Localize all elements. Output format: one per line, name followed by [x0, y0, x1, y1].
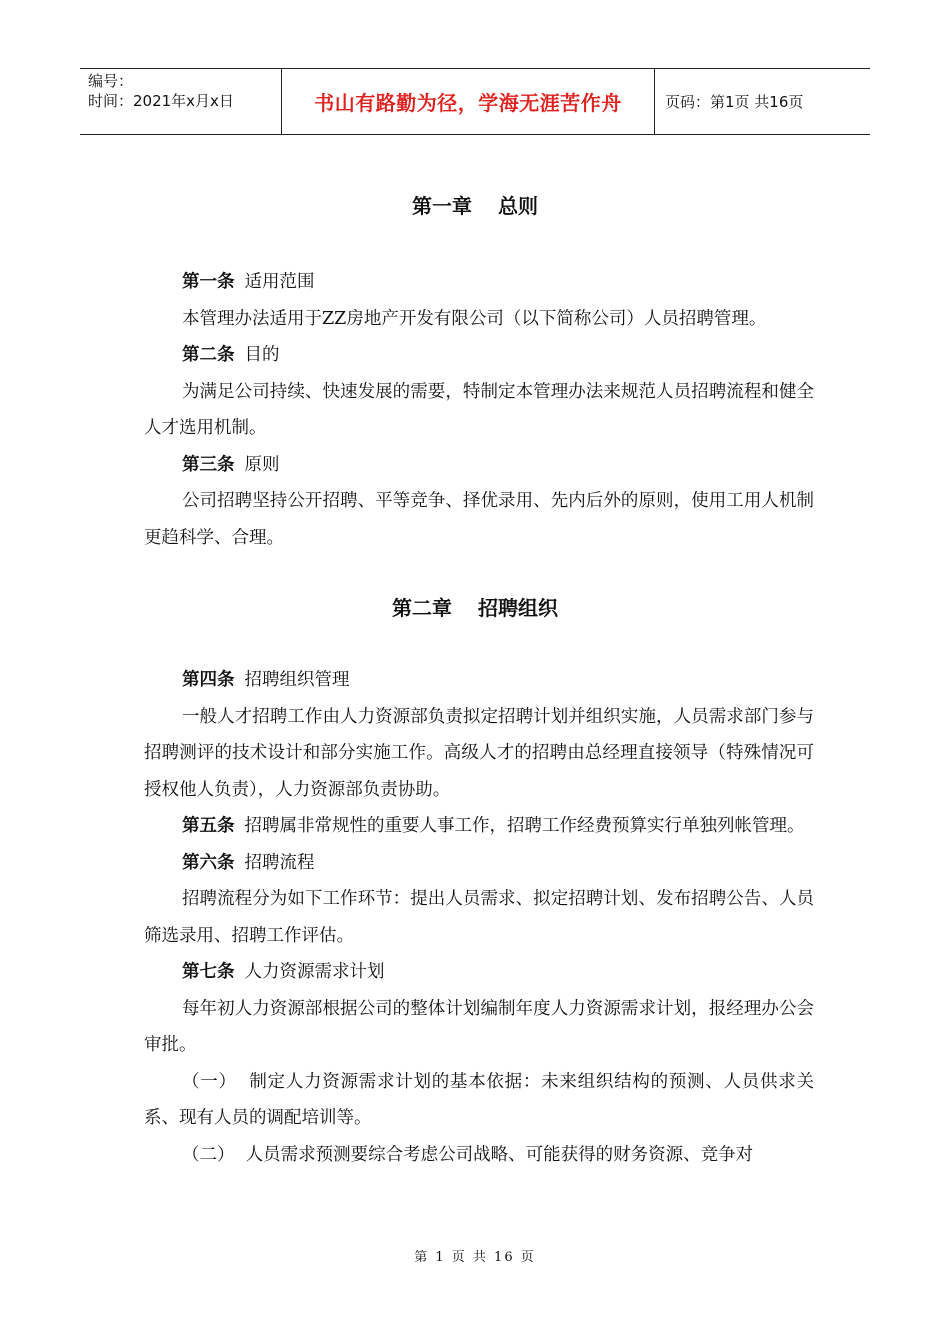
article-3-text: 公司招聘坚持公开招聘、平等竞争、择优录用、先内后外的原则，使用工用人机制更趋科学、合理。 — [144, 491, 814, 548]
article-7-text: 每年初人力资源部根据公司的整体计划编制年度人力资源需求计划，报经理办公会审批。 — [144, 998, 814, 1055]
article-2-name: 目的 — [244, 345, 280, 365]
article-3-name: 原则 — [244, 454, 280, 475]
article-6-heading — [144, 845, 814, 882]
header-motto-cell — [282, 69, 655, 134]
chapter-1-title — [0, 190, 950, 219]
chapter-1-number: 第一章 — [412, 194, 472, 218]
article-4-text: 一般人才招聘工作由人力资源部负责拟定招聘计划并组织实施，人员需求部门参与招聘测评的技术设计和部分实施工作。高级人才的招聘由总经理直接领导（特殊情况可授权他人负责），人力资源部负责协助。 — [144, 706, 814, 800]
page-footer: 第 1 页 共 16 页 — [414, 1250, 536, 1265]
article-4-heading — [144, 662, 814, 699]
chapter-2-number: 第二章 — [392, 596, 452, 620]
article-5 — [144, 808, 814, 845]
article-4-name: 招聘组织管理 — [244, 670, 350, 690]
article-2-title: 第二条 — [182, 345, 235, 365]
article-5-title: 第五条 — [182, 816, 235, 836]
chapter-2-title — [0, 592, 950, 621]
article-5-text: 招聘属非常规性的重要人事工作，招聘工作经费预算实行单独列帐管理。 — [244, 816, 805, 836]
chapter-2-name: 招聘组织 — [478, 596, 558, 620]
header-table — [80, 68, 870, 135]
article-7-item-2: （二） 人员需求预测要综合考虑公司战略、可能获得的财务资源、竞争对 — [182, 1144, 754, 1165]
article-7-name: 人力资源需求计划 — [244, 962, 385, 982]
article-7-title: 第七条 — [182, 962, 235, 982]
article-7-heading — [144, 954, 814, 991]
article-3-heading — [144, 447, 814, 484]
article-4-title: 第四条 — [182, 670, 235, 690]
article-2-heading — [144, 337, 814, 374]
article-1-text: 本管理办法适用于ZZ房地产开发有限公司（以下简称公司）人员招聘管理。 — [182, 308, 767, 329]
article-6-title: 第六条 — [182, 852, 235, 873]
chapter-1-body — [144, 264, 814, 556]
article-2-text: 为满足公司持续、快速发展的需要，特制定本管理办法来规范人员招聘流程和健全人才选用机制。 — [144, 381, 814, 438]
doc-time-label: 时间：2021年x月x日 — [88, 92, 234, 110]
article-7-item-1: （一） 制定人力资源需求计划的基本依据：未来组织结构的预测、人员供求关系、现有人员的调配培训等。 — [144, 1071, 814, 1128]
doc-number-label: 编号： — [88, 72, 134, 90]
article-3-title: 第三条 — [182, 454, 235, 475]
header-page-label: 页码：第1页 共16页 — [665, 93, 804, 111]
header-page-cell — [655, 69, 870, 134]
article-1-title: 第一条 — [182, 272, 235, 292]
article-6-text: 招聘流程分为如下工作环节：提出人员需求、拟定招聘计划、发布招聘公告、人员筛选录用、招聘工作评估。 — [144, 889, 814, 946]
article-1-heading — [144, 264, 814, 301]
header-motto: 书山有路勤为径，学海无涯苦作舟 — [314, 91, 622, 115]
article-1-name: 适用范围 — [244, 272, 315, 292]
chapter-1-name: 总则 — [498, 194, 538, 218]
chapter-2-body — [144, 662, 814, 1173]
header-info-cell — [80, 69, 282, 134]
article-6-name: 招聘流程 — [244, 852, 315, 873]
